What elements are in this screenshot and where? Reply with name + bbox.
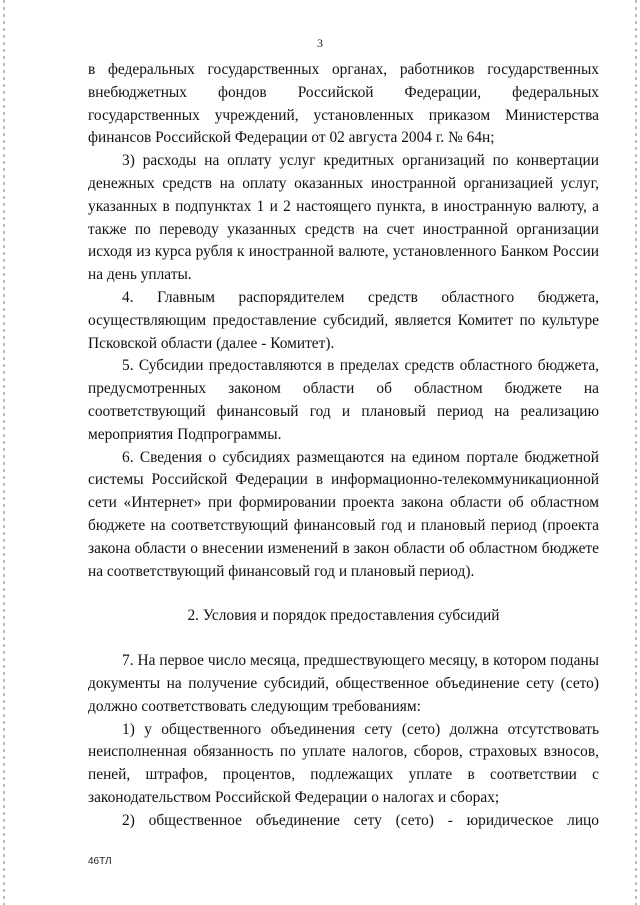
paragraph-item-2: 2) общественное объединение сету (сето) - юридическое лицо [122, 811, 599, 829]
scan-edge-right [635, 0, 637, 905]
footer-code: 46ТЛ [88, 856, 112, 867]
paragraph-clause-6: 6. Сведения о субсидиях размещаются на едином портале бюджетной системы Российской Федерации в информационно-телекоммуникационной сети «Интернет» при формировании проекта закона области об областном бюджете на соответствующий финансовый год и плановый период (проекта закона области о внесении изменений в закон области об областном бюджете на соответствующий финансовый год и плановый период). [88, 448, 599, 580]
page-number: 3 [317, 36, 323, 50]
paragraph-continuation: в федеральных государственных органах, работников государственных внебюджетных фондов Российской Федерации, федеральных государственных учреждений, установленных приказом Министерства финансов Российской Федерации от 02 августа 2004 г. № 64н; [88, 61, 599, 147]
section-heading: 2. Условия и порядок предоставления субсидий [187, 607, 500, 625]
paragraph-clause-7: 7. На первое число месяца, предшествующего месяцу, в котором поданы документы на получение субсидий, общественное объединение сету (сето) должно соответствовать следующим требованиям: [88, 652, 599, 715]
paragraph-item-1: 1) у общественного объединения сету (сето) должна отсутствовать неисполненная обязанность по уплате налогов, сборов, страховых взносов, пеней, штрафов, процентов, подлежащих уплате в соответствии с законодательством Российской Федерации о налогах и сборах; [88, 720, 599, 806]
document-body [88, 59, 599, 833]
paragraph-item-3: 3) расходы на оплату услуг кредитных организаций по конвертации денежных средств на оплату оказанных иностранной организацией услуг, указанных в подпунктах 1 и 2 настоящего пункта, в иностранную валюту, а также по переводу указанных средств на счет иностранной организации исходя из курса рубля к иностранной валюте, установленного Банком России на день уплаты. [88, 152, 599, 284]
scan-edge-left [3, 0, 5, 905]
paragraph-clause-4: 4. Главным распорядителем средств областного бюджета, осуществляющим предоставление субсидий, является Комитет по культуре Псковской области (далее - Комитет). [88, 288, 599, 352]
paragraph-clause-5: 5. Субсидии предоставляются в пределах средств областного бюджета, предусмотренных законом области об областном бюджете на соответствующий финансовый год и плановый период на реализацию мероприятия Подпрограммы. [88, 357, 599, 443]
